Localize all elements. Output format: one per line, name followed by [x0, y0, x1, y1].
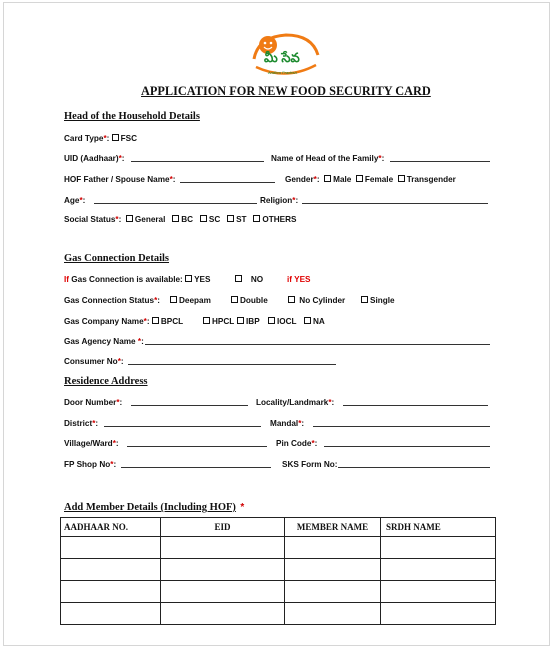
card-type-label: Card Type [64, 134, 104, 143]
fsc-option: FSC [120, 134, 138, 143]
locality-input[interactable] [343, 405, 488, 406]
village-input[interactable] [127, 446, 267, 447]
age-input[interactable] [94, 203, 257, 204]
age-label: Age*: [64, 196, 86, 205]
na-checkbox[interactable] [304, 317, 311, 324]
transgender-checkbox[interactable] [398, 175, 405, 182]
gas-company-row: Gas Company Name*: BPCL [64, 317, 184, 326]
gas-no-checkbox[interactable] [235, 275, 242, 282]
gas-status-row: Gas Connection Status*: [64, 296, 160, 305]
table-row [61, 603, 496, 625]
gas-yes-checkbox[interactable] [185, 275, 192, 282]
door-number-input[interactable] [131, 405, 248, 406]
uid-input[interactable] [131, 161, 264, 162]
no-cylinder-checkbox[interactable] [288, 296, 295, 303]
st-checkbox[interactable] [227, 215, 234, 222]
form-title: APPLICATION FOR NEW FOOD SECURITY CARD [141, 84, 431, 98]
card-type-row: Card Type*: FSC [64, 134, 138, 143]
bc-checkbox[interactable] [172, 215, 179, 222]
double-checkbox[interactable] [231, 296, 238, 303]
ibp-checkbox[interactable] [237, 317, 244, 324]
gas-company-label: Gas Company Name [64, 317, 144, 326]
village-label: Village/Ward*: [64, 439, 119, 448]
district-input[interactable] [104, 426, 261, 427]
social-status-row: Social Status*: General BC SC ST OTHERS [64, 215, 297, 224]
iocl-checkbox[interactable] [268, 317, 275, 324]
district-label: District*: [64, 419, 99, 428]
bpcl-checkbox[interactable] [152, 317, 159, 324]
table-row [61, 537, 496, 559]
locality-label: Locality/Landmark*: [256, 398, 335, 407]
members-header-row [61, 518, 496, 537]
head-name-label: Name of Head of the Family*: [271, 154, 385, 163]
col-srdh-name: SRDH NAME [381, 518, 496, 537]
fp-shop-label: FP Shop No*: [64, 460, 117, 469]
deepam-checkbox[interactable] [170, 296, 177, 303]
religion-label: Religion*: [260, 196, 299, 205]
section-heading-gas: Gas Connection Details [64, 253, 169, 264]
hof-father-label: HOF Father / Spouse Name*: [64, 175, 176, 184]
male-checkbox[interactable] [324, 175, 331, 182]
gas-no-option: NO [235, 275, 263, 284]
sc-checkbox[interactable] [200, 215, 207, 222]
gas-agency-input[interactable] [145, 344, 490, 345]
sks-form-label: SKS Form No: [282, 460, 338, 469]
religion-input[interactable] [302, 203, 488, 204]
section-heading-residence: Residence Address [64, 376, 148, 387]
uid-label: UID (Aadhaar)*: [64, 154, 125, 163]
fp-shop-input[interactable] [121, 467, 271, 468]
logo-text: మీ సేవ [264, 50, 300, 65]
gender-label: Gender [285, 175, 314, 184]
col-member-name: MEMBER NAME [285, 518, 381, 537]
pincode-input[interactable] [324, 446, 490, 447]
mandal-input[interactable] [313, 426, 490, 427]
col-aadhaar: AADHAAR NO. [61, 518, 161, 537]
consumer-no-label: Consumer No*: [64, 357, 124, 366]
members-table [60, 517, 496, 625]
members-heading: Add Member Details (Including HOF) * [64, 502, 245, 513]
others-checkbox[interactable] [253, 215, 260, 222]
logo-subtext: Andhra Pradesh [268, 70, 297, 75]
pincode-label: Pin Code*: [276, 439, 318, 448]
gas-available-row: If Gas Connection is available: YES [64, 275, 211, 284]
consumer-no-input[interactable] [128, 364, 336, 365]
hof-father-input[interactable] [180, 182, 275, 183]
fsc-checkbox[interactable] [112, 134, 119, 141]
section-heading-hoh: Head of the Household Details [64, 111, 200, 122]
hpcl-checkbox[interactable] [203, 317, 210, 324]
if-yes-note: if YES [287, 275, 311, 284]
female-checkbox[interactable] [356, 175, 363, 182]
head-name-input[interactable] [390, 161, 490, 162]
table-row [61, 581, 496, 603]
sks-form-input[interactable] [338, 467, 490, 468]
gender-row: Gender*: Male Female Transgender [285, 175, 456, 184]
general-checkbox[interactable] [126, 215, 133, 222]
gas-agency-label: Gas Agency Name *: [64, 337, 144, 346]
door-number-label: Door Number*: [64, 398, 123, 407]
gas-status-label: Gas Connection Status [64, 296, 155, 305]
mandal-label: Mandal*: [270, 419, 305, 428]
social-status-label: Social Status [64, 215, 116, 224]
col-eid: EID [161, 518, 285, 537]
single-checkbox[interactable] [361, 296, 368, 303]
table-row [61, 559, 496, 581]
